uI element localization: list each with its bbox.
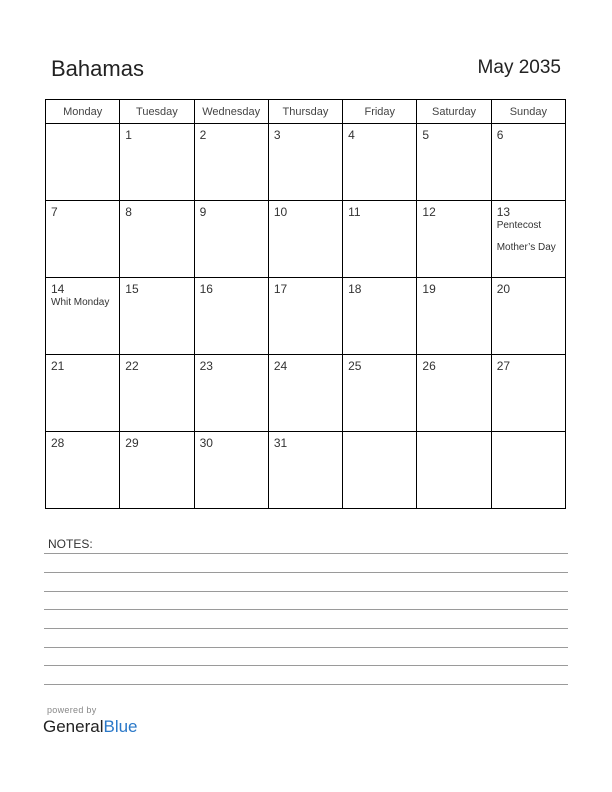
day-cell — [417, 432, 491, 509]
day-cell-content — [269, 278, 342, 354]
day-number: 31 — [273, 436, 288, 450]
day-number: 13 — [496, 205, 511, 219]
day-number: 4 — [348, 128, 355, 142]
day-cell — [194, 201, 268, 278]
day-number: 18 — [348, 282, 362, 296]
day-number: 27 — [496, 359, 511, 373]
day-cell-content — [269, 355, 342, 431]
day-number: 21 — [51, 359, 65, 373]
day-cell — [268, 432, 342, 509]
day-number: 14 — [51, 282, 65, 296]
day-cell — [491, 124, 565, 201]
day-cell-content — [195, 124, 268, 200]
day-cell — [120, 278, 194, 355]
weekday-header: Thursday — [268, 100, 342, 124]
day-cell-content — [46, 355, 119, 431]
day-cell-content — [46, 432, 119, 508]
day-number: 19 — [422, 282, 436, 296]
day-number: 15 — [125, 282, 139, 296]
day-cell-content — [195, 278, 268, 354]
day-cell-content — [120, 124, 193, 200]
day-number: 7 — [51, 205, 58, 219]
day-number: 26 — [422, 359, 436, 373]
day-cell-content — [46, 201, 119, 277]
day-cell-content — [343, 124, 416, 200]
note-line — [44, 591, 568, 592]
weekday-header: Tuesday — [120, 100, 194, 124]
day-number: 5 — [422, 128, 430, 142]
calendar-month-title: May 2035 — [477, 57, 561, 78]
day-cell-content — [120, 201, 193, 277]
day-cell-content — [417, 432, 490, 508]
day-cell — [268, 278, 342, 355]
week-row — [46, 201, 566, 278]
day-cell — [46, 355, 120, 432]
day-number: 24 — [273, 359, 288, 373]
day-cell — [120, 432, 194, 509]
day-cell — [491, 355, 565, 432]
day-cell-content — [46, 124, 119, 200]
day-cell-content — [269, 201, 342, 277]
logo-blue-text: Blue — [103, 717, 138, 736]
note-line — [44, 665, 568, 666]
day-cell-content — [417, 124, 490, 200]
weekday-header: Friday — [343, 100, 417, 124]
day-cell-content — [417, 201, 490, 277]
day-cell-content — [46, 278, 119, 354]
week-row — [46, 124, 566, 201]
day-cell — [343, 278, 417, 355]
day-number: 10 — [273, 205, 288, 219]
day-number: 28 — [51, 436, 65, 450]
day-cell-content — [492, 355, 565, 431]
weekday-header: Monday — [46, 100, 120, 124]
note-line — [44, 647, 568, 648]
notes-label: NOTES: — [48, 537, 93, 551]
day-cell — [120, 201, 194, 278]
day-cell — [417, 201, 491, 278]
week-row — [46, 278, 566, 355]
day-cell — [46, 124, 120, 201]
day-number: 17 — [273, 282, 288, 296]
day-cell — [343, 432, 417, 509]
day-cell — [343, 124, 417, 201]
weekday-header-row — [46, 100, 566, 124]
week-row — [46, 432, 566, 509]
day-cell — [417, 278, 491, 355]
day-cell — [491, 432, 565, 509]
day-cell-content — [343, 201, 416, 277]
generalblue-logo — [43, 717, 138, 737]
day-cell — [120, 124, 194, 201]
holiday-label: Mother’s Day — [496, 242, 556, 253]
day-cell-content — [492, 124, 565, 200]
day-cell — [194, 278, 268, 355]
day-cell — [194, 124, 268, 201]
day-cell-content — [120, 432, 193, 508]
day-number: 11 — [348, 205, 361, 219]
day-number: 12 — [422, 205, 436, 219]
day-cell-content — [343, 355, 416, 431]
day-number: 25 — [348, 359, 362, 373]
day-number: 1 — [125, 128, 132, 142]
day-cell — [491, 201, 565, 278]
day-cell-content — [120, 355, 193, 431]
calendar-body — [46, 124, 566, 509]
weekday-header: Saturday — [417, 100, 491, 124]
calendar-country-title: Bahamas — [51, 56, 144, 81]
day-cell — [46, 432, 120, 509]
day-cell-content — [343, 278, 416, 354]
day-cell — [46, 201, 120, 278]
note-line — [44, 553, 568, 554]
holiday-label: Whit Monday — [51, 297, 110, 308]
day-number: 20 — [496, 282, 511, 296]
day-number: 8 — [125, 205, 132, 219]
day-cell-content — [195, 432, 268, 508]
day-number: 9 — [199, 205, 207, 219]
note-line — [44, 684, 568, 685]
powered-by-text: powered by — [47, 705, 97, 715]
day-cell — [268, 355, 342, 432]
day-cell-content — [417, 355, 490, 431]
day-cell — [343, 201, 417, 278]
day-number: 16 — [199, 282, 213, 296]
weekday-header: Wednesday — [194, 100, 268, 124]
day-cell — [268, 201, 342, 278]
note-line — [44, 572, 568, 573]
day-cell — [120, 355, 194, 432]
day-number: 23 — [199, 359, 213, 373]
day-cell-content — [492, 278, 565, 354]
day-cell — [194, 355, 268, 432]
holiday-label: Pentecost — [496, 220, 542, 231]
calendar-grid — [45, 99, 566, 509]
day-number: 6 — [496, 128, 504, 142]
day-number: 2 — [199, 128, 207, 142]
day-cell — [491, 278, 565, 355]
week-row — [46, 355, 566, 432]
day-cell-content — [343, 432, 416, 508]
day-cell-content — [269, 124, 342, 200]
day-number: 30 — [199, 436, 213, 450]
day-cell-content — [269, 432, 342, 508]
day-cell — [194, 432, 268, 509]
day-number: 29 — [125, 436, 139, 450]
logo-general-text: General — [43, 717, 104, 736]
day-cell-content — [492, 432, 565, 508]
day-cell — [417, 124, 491, 201]
day-cell — [417, 355, 491, 432]
note-line — [44, 609, 568, 610]
day-cell-content — [195, 355, 268, 431]
day-cell-content — [195, 201, 268, 277]
weekday-header: Sunday — [491, 100, 565, 124]
day-number: 22 — [125, 359, 139, 373]
day-cell — [46, 278, 120, 355]
day-cell — [343, 355, 417, 432]
day-cell-content — [120, 278, 193, 354]
day-cell — [268, 124, 342, 201]
day-cell-content — [417, 278, 490, 354]
day-cell-content — [492, 201, 565, 277]
day-number: 3 — [273, 128, 281, 142]
note-line — [44, 628, 568, 629]
